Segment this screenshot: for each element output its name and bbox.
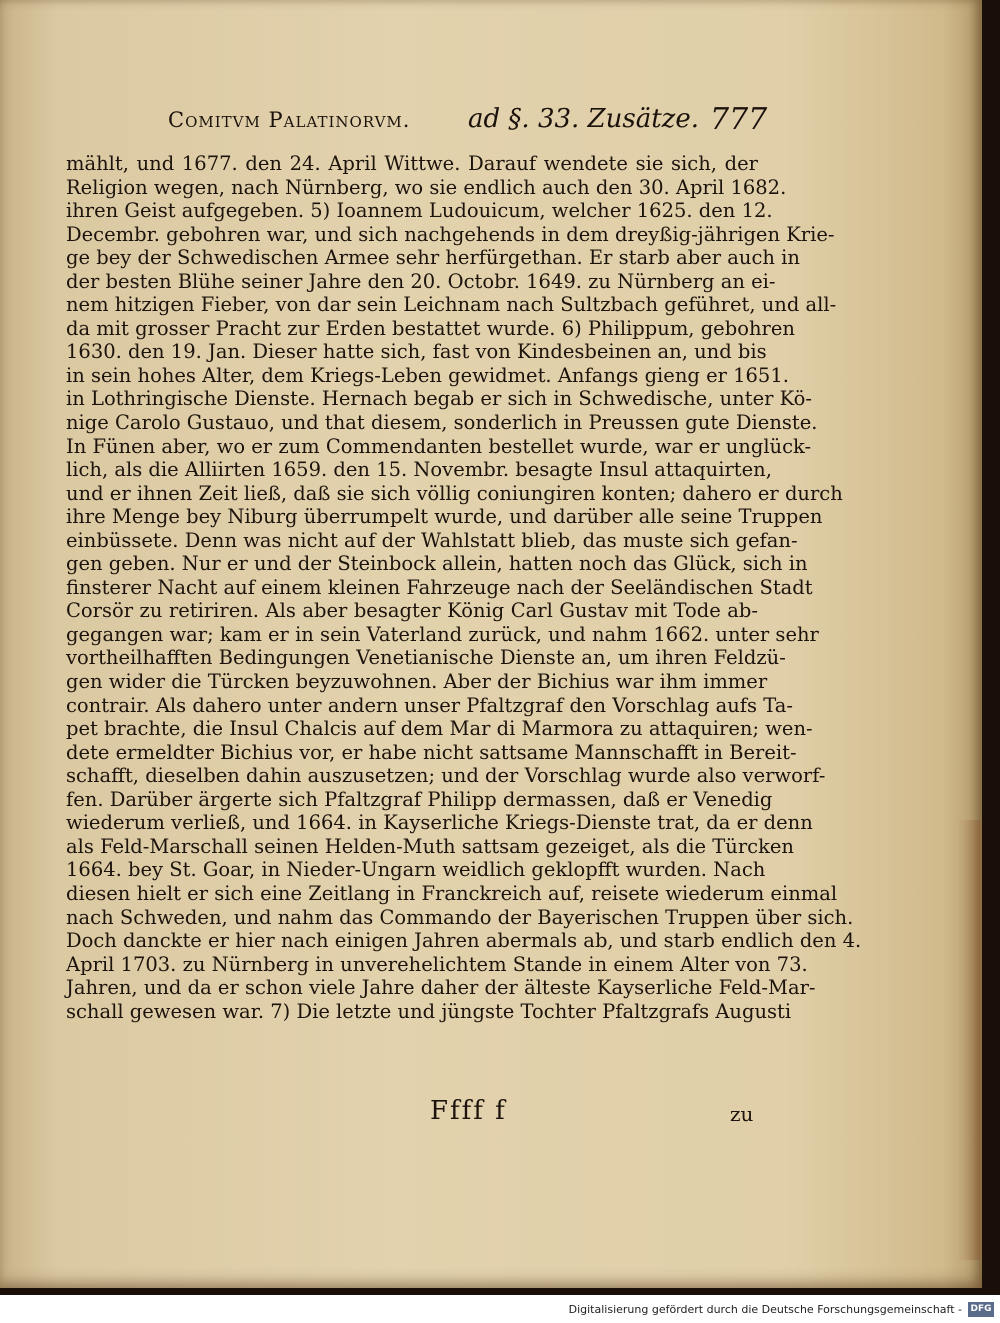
signature-mark: Ffff f: [430, 1096, 507, 1126]
text-line: ihre Menge bey Niburg überrumpelt wurde, und darüber alle seine Truppen: [66, 505, 823, 529]
text-line: Jahren, und da er schon viele Jahre daher der älteste Kayserliche Feld-Mar-: [66, 976, 816, 1000]
page-edge-shadow: [958, 820, 980, 1260]
body-text: [66, 152, 862, 1023]
text-line: lich, als die Alliirten 1659. den 15. Novembr. besagte Insul attaquirten,: [66, 458, 772, 482]
text-line: 1664. bey St. Goar, in Nieder-Ungarn weidlich geklopfft wurden. Nach: [66, 858, 766, 882]
text-line: ihren Geist aufgegeben. 5) Ioannem Ludouicum, welcher 1625. den 12.: [66, 199, 773, 223]
text-line: In Fünen aber, wo er zum Commendanten bestellet wurde, war er unglück-: [66, 434, 812, 458]
text-line: einbüssete. Denn was nicht auf der Wahlstatt blieb, das muste sich gefan-: [66, 528, 798, 552]
running-title: Comitvm Palatinorvm.: [168, 108, 411, 132]
page-number: 777: [710, 102, 768, 137]
catchword: zu: [730, 1102, 754, 1126]
text-line: schall gewesen war. 7) Die letzte und jüngste Tochter Pfaltzgrafs Augusti: [66, 999, 792, 1023]
text-line: finsterer Nacht auf einem kleinen Fahrzeuge nach der Seeländischen Stadt: [66, 575, 813, 599]
text-line: 1630. den 19. Jan. Dieser hatte sich, fast von Kindesbeinen an, und bis: [66, 340, 767, 364]
text-line: nem hitzigen Fieber, von dar sein Leichnam nach Sultzbach geführet, und all-: [66, 293, 837, 317]
text-line: Religion wegen, nach Nürnberg, wo sie endlich auch den 30. April 1682.: [66, 175, 787, 199]
text-line: ge bey der Schwedischen Armee sehr herfürgethan. Er starb aber auch in: [66, 246, 800, 270]
text-line: nach Schweden, und nahm das Commando der Bayerischen Truppen über sich.: [66, 905, 854, 929]
text-line: und er ihnen Zeit ließ, daß sie sich völlig coniungiren konten; dahero er durch: [66, 481, 843, 505]
text-line: gen geben. Nur er und der Steinbock allein, hatten noch das Glück, sich in: [66, 552, 808, 576]
text-line: mählt, und 1677. den 24. April Wittwe. Darauf wendete sie sich, der: [66, 152, 758, 175]
text-line: Decembr. gebohren war, und sich nachgehends in dem dreyßig-jährigen Krie-: [66, 222, 835, 246]
text-line: vortheilhafften Bedingungen Venetianische Dienste an, um ihren Feldzü-: [66, 646, 786, 670]
text-line: Corsör zu retiriren. Als aber besagter König Carl Gustav mit Tode ab-: [66, 599, 758, 623]
text-line: als Feld-Marschall seinen Helden-Muth sattsam gezeiget, als die Türcken: [66, 834, 794, 858]
text-line: schafft, dieselben dahin auszusetzen; und der Vorschlag wurde also verworf-: [66, 764, 826, 788]
digitization-footer: [0, 1300, 1000, 1323]
text-line: dete ermeldter Bichius vor, er habe nicht sattsame Mannschafft in Bereit-: [66, 740, 797, 764]
dfg-logo: DFG: [968, 1302, 994, 1317]
text-line: da mit grosser Pracht zur Erden bestattet wurde. 6) Philippum, gebohren: [66, 316, 795, 340]
funding-credit: Digitalisierung gefördert durch die Deutsche Forschungsgemeinschaft -: [568, 1303, 962, 1316]
text-line: nige Carolo Gustauo, und that diesem, sonderlich in Preussen gute Dienste.: [66, 411, 818, 435]
text-line: pet brachte, die Insul Chalcis auf dem Mar di Marmora zu attaquiren; wen-: [66, 717, 813, 741]
text-line: in Lothringische Dienste. Hernach begab er sich in Schwedische, unter Kö-: [66, 387, 813, 411]
text-line: gegangen war; kam er in sein Vaterland zurück, und nahm 1662. unter sehr: [66, 622, 819, 646]
text-line: diesen hielt er sich eine Zeitlang in Franckreich auf, reisete wiederum einmal: [66, 881, 838, 905]
section-reference: ad §. 33. Zusätze.: [468, 104, 700, 134]
text-line: Doch danckte er hier nach einigen Jahren abermals ab, und starb endlich den 4.: [66, 929, 862, 953]
text-line: der besten Blühe seiner Jahre den 20. Octobr. 1649. zu Nürnberg an ei-: [66, 269, 776, 293]
text-line: in sein hohes Alter, dem Kriegs-Leben gewidmet. Anfangs gieng er 1651.: [66, 363, 789, 387]
text-line: fen. Darüber ärgerte sich Pfaltzgraf Philipp dermassen, daß er Venedig: [66, 787, 773, 811]
text-line: gen wider die Türcken beyzuwohnen. Aber der Bichius war ihm immer: [66, 670, 768, 694]
text-line: contrair. Als dahero unter andern unser Pfaltzgraf den Vorschlag aufs Ta-: [66, 693, 793, 717]
page-header: [168, 102, 768, 148]
text-line: April 1703. zu Nürnberg in unverehelichtem Stande in einem Alter von 73.: [66, 952, 808, 976]
text-line: wiederum verließ, und 1664. in Kayserliche Kriegs-Dienste trat, da er denn: [66, 811, 813, 835]
